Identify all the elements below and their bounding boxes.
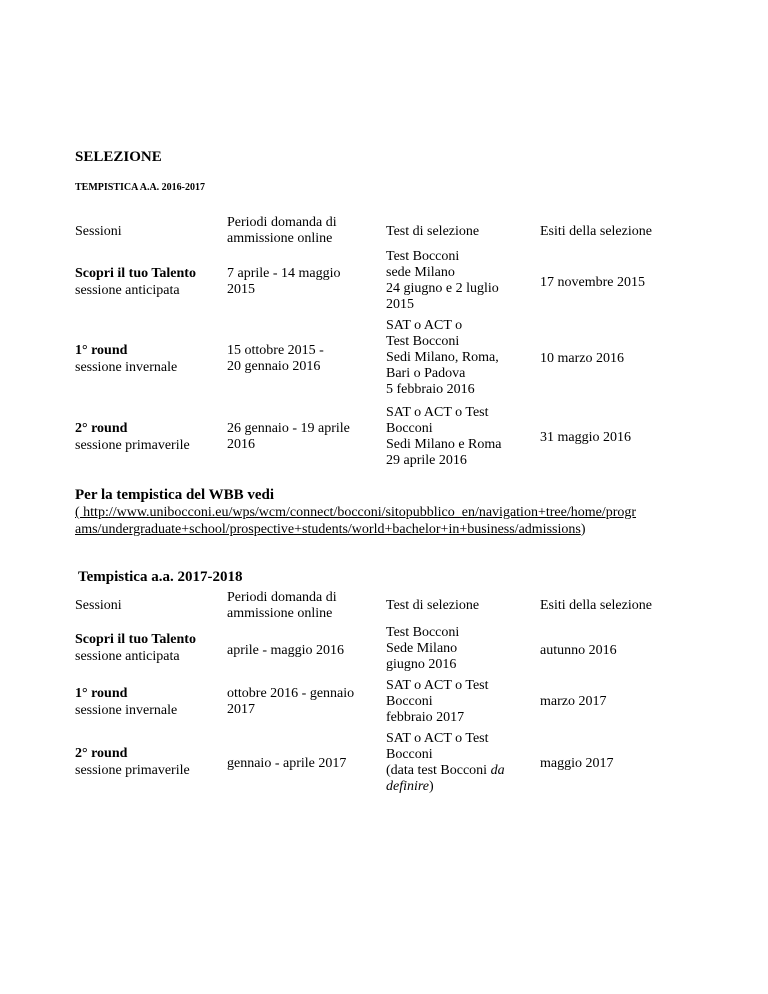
table-header-sessions: Sessioni (75, 598, 122, 613)
application-period: 26 gennaio - 19 aprile 2016 (227, 421, 350, 452)
wbb-link-line2[interactable]: ams/undergraduate+school/prospective+students/world+bachelor+in+business/admissions (75, 522, 581, 537)
section-subtitle: TEMPISTICA A.A. 2016-2017 (75, 182, 206, 193)
application-period: aprile - maggio 2016 (227, 643, 345, 658)
table-header-results: Esiti della selezione (540, 224, 652, 239)
session-title: 2° round (75, 421, 128, 436)
selection-test: SAT o ACT o Test Bocconi Sedi Milano, Roma, Bari o Padova 5 febbraio 2016 (386, 318, 499, 397)
selection-test: SAT o ACT o Test Bocconi (data test Bocconi da definire) (386, 731, 505, 794)
selection-test: Test Bocconi Sede Milano giugno 2016 (386, 625, 460, 672)
session-subtitle: sessione primaverile (75, 763, 190, 778)
session-title: 1° round (75, 343, 128, 358)
session-subtitle: sessione invernale (75, 703, 178, 718)
session-title: Scopri il tuo Talento (75, 632, 196, 647)
table-header-period-line1: Periodi domanda di (227, 590, 337, 605)
selection-result: autunno 2016 (540, 643, 617, 658)
application-period: gennaio - aprile 2017 (227, 756, 347, 771)
wbb-note: Per la tempistica del WBB vedi (75, 487, 275, 503)
table-header-test: Test di selezione (386, 224, 480, 239)
wbb-link-line2-wrapper (75, 521, 585, 538)
session-title: 1° round (75, 686, 128, 701)
selection-test: SAT o ACT o Test Bocconi febbraio 2017 (386, 678, 489, 725)
table-header-results: Esiti della selezione (540, 598, 652, 613)
table-header-period-line1: Periodi domanda di (227, 215, 337, 230)
application-period: 7 aprile - 14 maggio 2015 (227, 266, 341, 297)
selection-result: marzo 2017 (540, 694, 607, 709)
selection-result: 10 marzo 2016 (540, 351, 624, 366)
session-subtitle: sessione invernale (75, 360, 178, 375)
session-subtitle: sessione primaverile (75, 438, 190, 453)
selection-test: Test Bocconi sede Milano 24 giugno e 2 luglio 2015 (386, 249, 499, 312)
section-heading-2017-2018: Tempistica a.a. 2017-2018 (78, 569, 243, 585)
test-note-line: (data test Bocconi da (386, 763, 505, 778)
session-subtitle: sessione anticipata (75, 649, 180, 664)
session-subtitle: sessione anticipata (75, 283, 180, 298)
selection-result: 17 novembre 2015 (540, 275, 645, 290)
test-note-line2: definire) (386, 779, 434, 794)
page-title: SELEZIONE (75, 149, 162, 165)
application-period: ottobre 2016 - gennaio 2017 (227, 686, 355, 717)
selection-result: 31 maggio 2016 (540, 430, 631, 445)
application-period: 15 ottobre 2015 - 20 gennaio 2016 (227, 343, 324, 374)
table-header-test: Test di selezione (386, 598, 480, 613)
wbb-link-line1[interactable]: ( http://www.unibocconi.eu/wps/wcm/connect/bocconi/sitopubblico_en/navigation+tree/home/progr (75, 505, 637, 520)
table-header-period-line2: ammissione online (227, 231, 333, 246)
selection-test: SAT o ACT o Test Bocconi Sedi Milano e Roma 29 aprile 2016 (386, 405, 502, 468)
wbb-link-close: ) (580, 522, 586, 537)
selection-result: maggio 2017 (540, 756, 614, 771)
table-header-period-line2: ammissione online (227, 606, 333, 621)
session-title: 2° round (75, 746, 128, 761)
table-header-sessions: Sessioni (75, 224, 122, 239)
session-title: Scopri il tuo Talento (75, 266, 196, 281)
